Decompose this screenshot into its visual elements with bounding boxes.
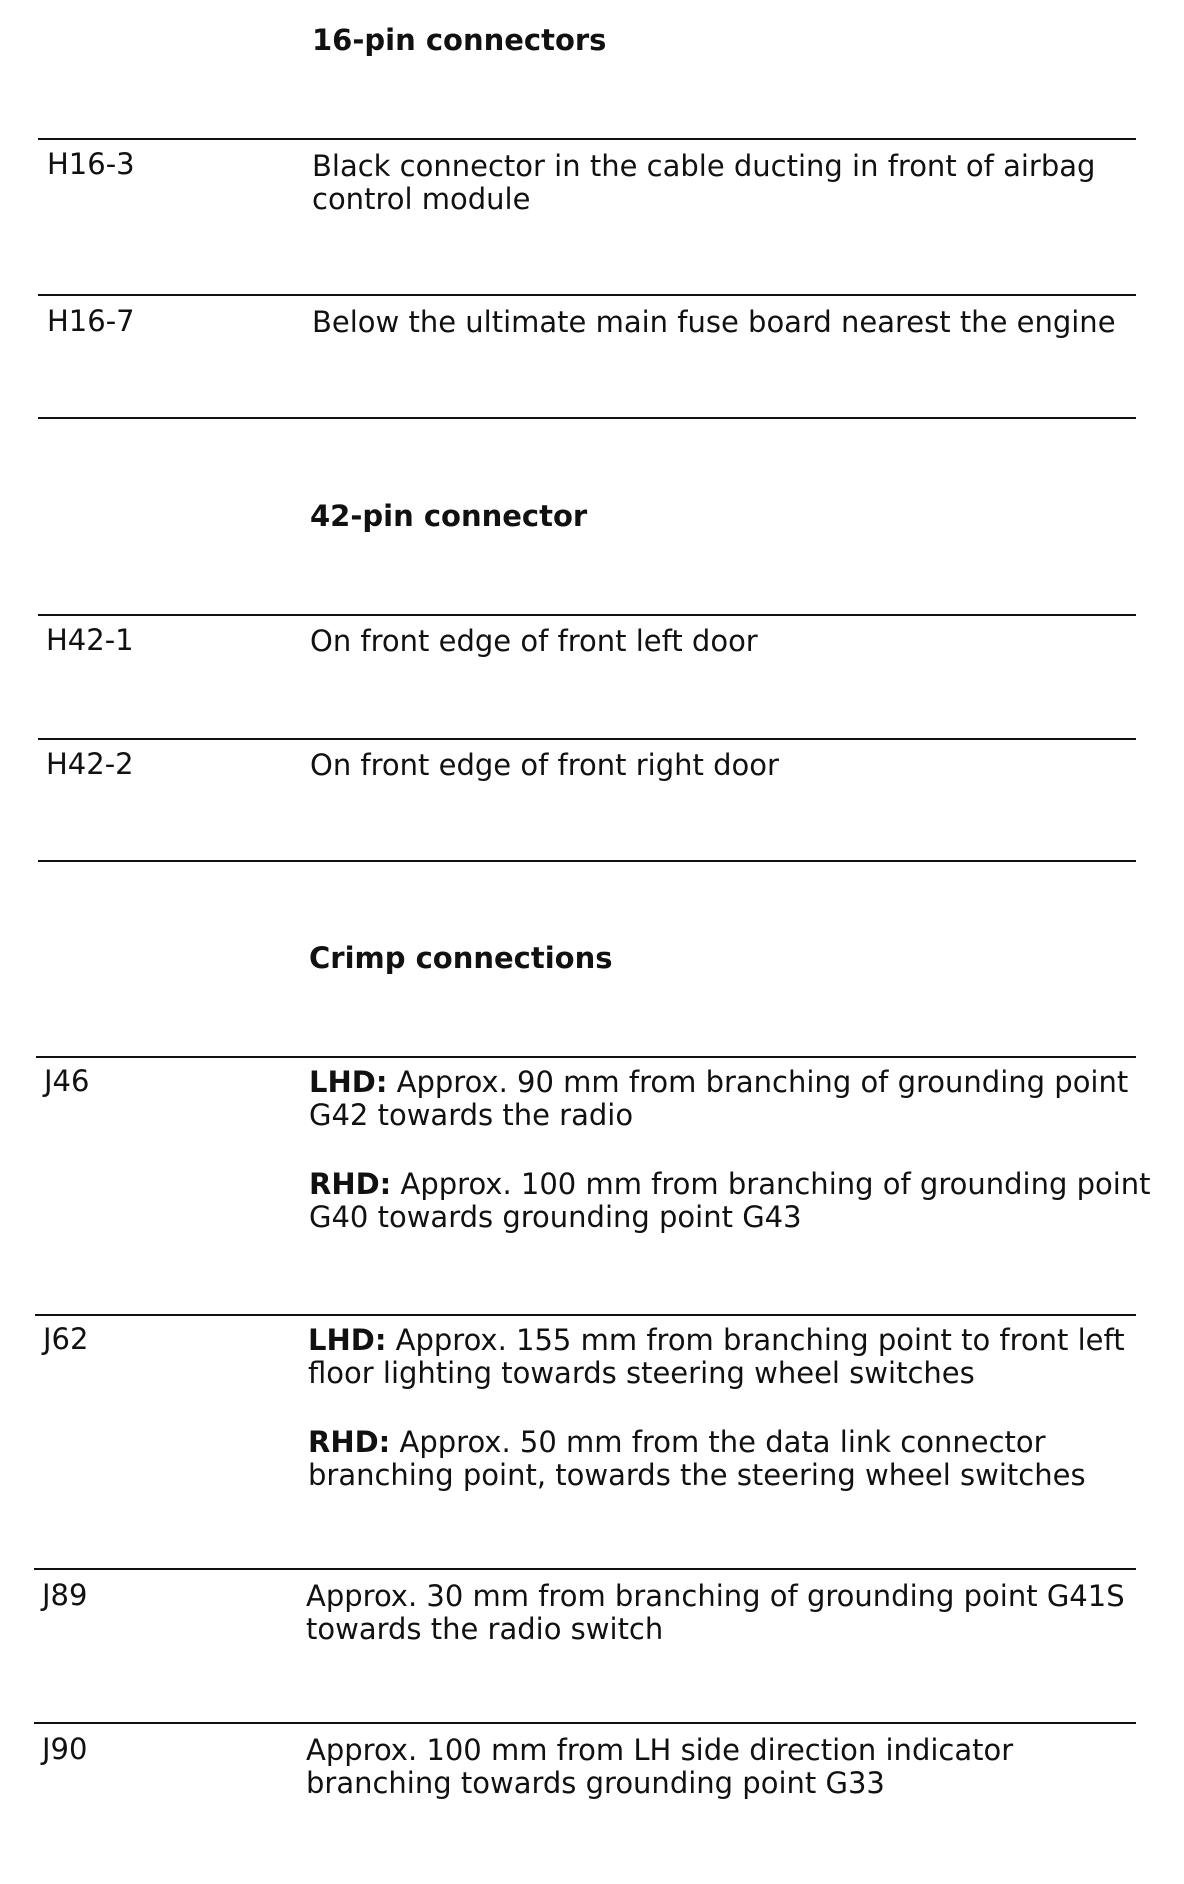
connection-location (309, 1066, 1169, 1234)
connection-code: J46 (44, 1064, 90, 1098)
section-heading-crimp: Crimp connections (309, 941, 613, 975)
lhd-paragraph (309, 1066, 1169, 1132)
lhd-text: Approx. 155 mm from branching point to front left floor lighting towards steering wheel switches (308, 1323, 1125, 1390)
connection-code: J90 (42, 1732, 88, 1766)
rhd-label: RHD: (308, 1425, 391, 1459)
connection-code: J89 (42, 1578, 88, 1612)
connector-code: H16-3 (47, 147, 135, 181)
connector-location: Black connector in the cable ducting in front of airbag control module (312, 149, 1096, 216)
connector-location: On front edge of front left door (310, 624, 758, 658)
connection-location (308, 1324, 1168, 1492)
row-divider (38, 138, 1136, 140)
row-divider (38, 738, 1136, 740)
row-divider (38, 614, 1136, 616)
connection-location: Approx. 100 mm from LH side direction indicator branching towards grounding point G33 (306, 1733, 1014, 1800)
lhd-label: LHD: (309, 1065, 388, 1099)
connection-location: Approx. 30 mm from branching of grounding point G41S towards the radio switch (306, 1579, 1125, 1646)
row-divider (38, 294, 1136, 296)
connection-code: J62 (43, 1322, 89, 1356)
lhd-paragraph (308, 1324, 1168, 1390)
rhd-label: RHD: (309, 1167, 392, 1201)
section-heading-16-pin: 16-pin connectors (312, 23, 607, 57)
row-divider (35, 1314, 1136, 1316)
rhd-paragraph (309, 1168, 1169, 1234)
rhd-paragraph (308, 1426, 1168, 1492)
rhd-text: Approx. 100 mm from branching of grounding point G40 towards grounding point G43 (309, 1167, 1151, 1234)
lhd-text: Approx. 90 mm from branching of grounding point G42 towards the radio (309, 1065, 1129, 1132)
connector-location: On front edge of front right door (310, 748, 779, 782)
lhd-label: LHD: (308, 1323, 387, 1357)
row-divider (34, 1722, 1136, 1724)
section-heading-42-pin: 42-pin connector (310, 499, 588, 533)
connector-location: Below the ultimate main fuse board nearest the engine (312, 305, 1116, 339)
connector-code: H16-7 (47, 304, 135, 338)
connector-code: H42-1 (46, 623, 134, 657)
connector-code: H42-2 (46, 747, 134, 781)
row-divider (34, 1568, 1136, 1570)
row-divider (38, 417, 1136, 419)
row-divider (38, 860, 1136, 862)
rhd-text: Approx. 50 mm from the data link connector branching point, towards the steering wheel switches (308, 1425, 1086, 1492)
row-divider (36, 1056, 1136, 1058)
